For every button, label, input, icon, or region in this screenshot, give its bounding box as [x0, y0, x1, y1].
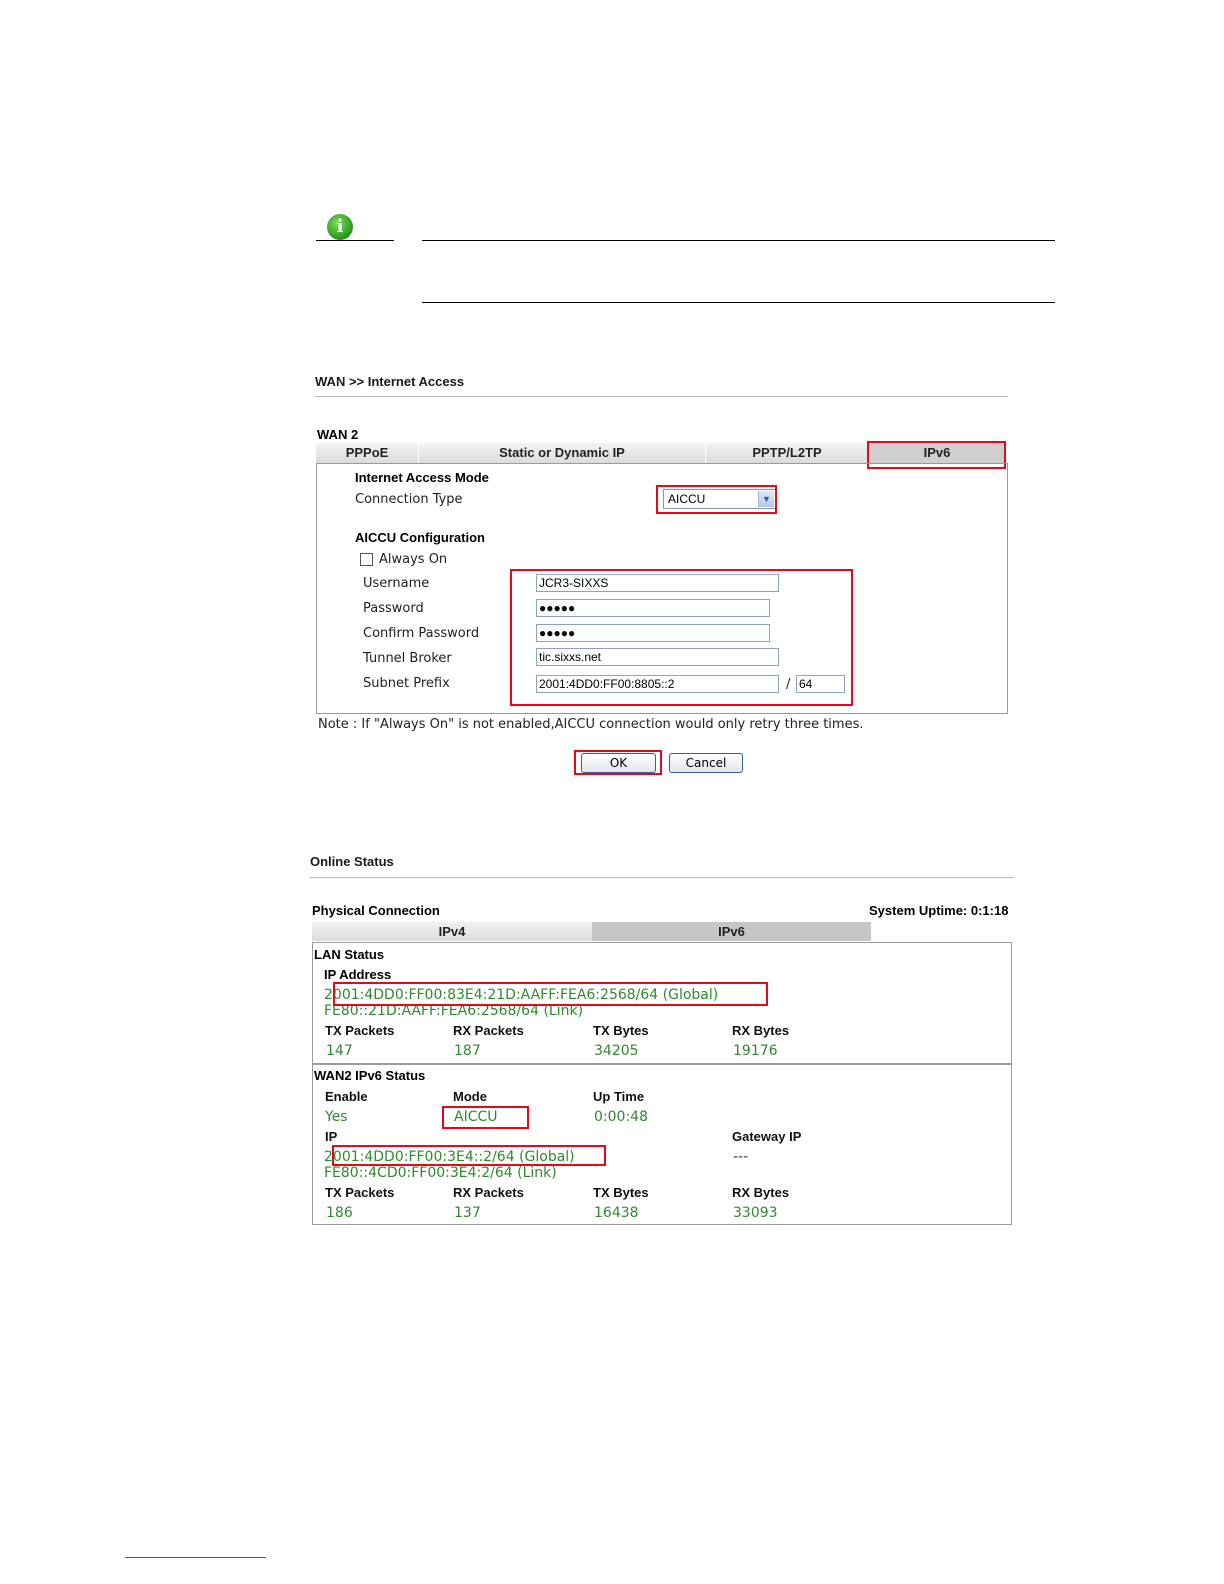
- lan-rx-bytes-label: RX Bytes: [732, 1023, 790, 1038]
- ok-button[interactable]: OK: [581, 753, 656, 773]
- online-status-title: Online Status: [310, 854, 394, 869]
- highlight-aiccu-fields: [510, 569, 853, 706]
- breadcrumb-rule: [315, 396, 1008, 397]
- lan-tx-bytes: 34205: [594, 1043, 639, 1059]
- internet-access-mode-heading: Internet Access Mode: [355, 470, 489, 485]
- connection-type-value: AICCU: [668, 492, 706, 506]
- tab-status-ipv6[interactable]: IPv6: [592, 922, 871, 941]
- wan-tx-packets: 186: [326, 1205, 353, 1221]
- wan-rx-bytes: 33093: [733, 1205, 778, 1221]
- confirm-password-field[interactable]: ●●●●●: [536, 624, 770, 642]
- lan-tx-packets: 147: [326, 1043, 353, 1059]
- username-label: Username: [363, 576, 430, 591]
- breadcrumb: WAN >> Internet Access: [315, 374, 465, 389]
- tab-pppoe[interactable]: PPPoE: [316, 443, 418, 463]
- wan-tx-bytes-label: TX Bytes: [593, 1185, 649, 1200]
- wan-rx-packets-label: RX Packets: [453, 1185, 524, 1200]
- wan-gateway-label: Gateway IP: [732, 1129, 802, 1144]
- tab-pptp-l2tp[interactable]: PPTP/L2TP: [706, 443, 868, 463]
- online-status-rule: [310, 877, 1014, 878]
- wan-ip-label: IP: [325, 1129, 338, 1144]
- prefix-separator: /: [786, 677, 791, 692]
- password-label: Password: [363, 601, 424, 616]
- system-uptime: System Uptime: 0:1:18: [869, 903, 1009, 918]
- subnet-prefix-label: Subnet Prefix: [363, 676, 450, 691]
- wan-status-title: WAN2 IPv6 Status: [314, 1068, 426, 1083]
- aiccu-note: Note : If "Always On" is not enabled,AICCU connection would only retry three times.: [318, 717, 864, 732]
- cancel-button[interactable]: Cancel: [669, 753, 743, 773]
- lan-ip-address-label: IP Address: [324, 967, 392, 982]
- note-bottom-rule: [422, 302, 1055, 303]
- wan-enable-label: Enable: [325, 1089, 368, 1104]
- lan-rx-packets: 187: [454, 1043, 481, 1059]
- chevron-down-icon[interactable]: ▼: [758, 491, 774, 507]
- lan-tx-packets-label: TX Packets: [325, 1023, 395, 1038]
- physical-connection-label: Physical Connection: [312, 903, 440, 918]
- username-field[interactable]: JCR3-SIXXS: [536, 574, 779, 592]
- wan-mode-label: Mode: [453, 1089, 487, 1104]
- aiccu-config-heading: AICCU Configuration: [355, 530, 485, 545]
- tab-status-ipv4[interactable]: IPv4: [312, 922, 592, 941]
- highlight-ok-button: [574, 750, 662, 775]
- always-on-checkbox[interactable]: [360, 553, 373, 566]
- footer-rule: [125, 1557, 266, 1558]
- always-on-label: Always On: [379, 552, 448, 567]
- wan-mode-value: AICCU: [454, 1109, 498, 1125]
- note-divider: [316, 240, 394, 241]
- lan-rx-bytes: 19176: [733, 1043, 778, 1059]
- tunnel-broker-field[interactable]: tic.sixxs.net: [536, 648, 779, 666]
- password-field[interactable]: ●●●●●: [536, 599, 770, 617]
- highlight-connection-type: [656, 485, 777, 514]
- wan-tx-bytes: 16438: [594, 1205, 639, 1221]
- lan-link-ip: FE80::21D:AAFF:FEA6:2568/64 (Link): [324, 1003, 584, 1019]
- tab-ipv6[interactable]: IPv6: [869, 443, 1005, 463]
- lan-rx-packets-label: RX Packets: [453, 1023, 524, 1038]
- wan-uptime-label: Up Time: [593, 1089, 645, 1104]
- subnet-prefix-field[interactable]: 2001:4DD0:FF00:8805::2: [536, 675, 779, 693]
- prefix-length-field[interactable]: 64: [796, 675, 845, 693]
- tunnel-broker-label: Tunnel Broker: [363, 651, 452, 666]
- wan-label: WAN 2: [317, 427, 359, 442]
- wan-gateway-value: ---: [733, 1149, 749, 1165]
- highlight-wan-mode: [442, 1106, 529, 1129]
- confirm-password-label: Confirm Password: [363, 626, 480, 641]
- wan-enable-value: Yes: [325, 1109, 348, 1125]
- lan-tx-bytes-label: TX Bytes: [593, 1023, 649, 1038]
- wan-rx-packets: 137: [454, 1205, 481, 1221]
- wan-uptime-value: 0:00:48: [594, 1109, 648, 1125]
- wan-global-ip: 2001:4DD0:FF00:3E4::2/64 (Global): [324, 1149, 575, 1165]
- lan-status-title: LAN Status: [314, 947, 385, 962]
- note-top-rule: [422, 240, 1055, 241]
- tab-static-dynamic-ip[interactable]: Static or Dynamic IP: [419, 443, 705, 463]
- wan-tx-packets-label: TX Packets: [325, 1185, 395, 1200]
- highlight-wan-global-ip: [332, 1145, 606, 1166]
- connection-type-label: Connection Type: [355, 492, 463, 507]
- highlight-lan-global-ip: [333, 982, 768, 1006]
- wan-link-ip: FE80::4CD0:FF00:3E4:2/64 (Link): [324, 1165, 557, 1181]
- info-icon: i: [327, 214, 353, 240]
- lan-global-ip: 2001:4DD0:FF00:83E4:21D:AAFF:FEA6:2568/64 (Global): [324, 987, 719, 1003]
- wan-rx-bytes-label: RX Bytes: [732, 1185, 790, 1200]
